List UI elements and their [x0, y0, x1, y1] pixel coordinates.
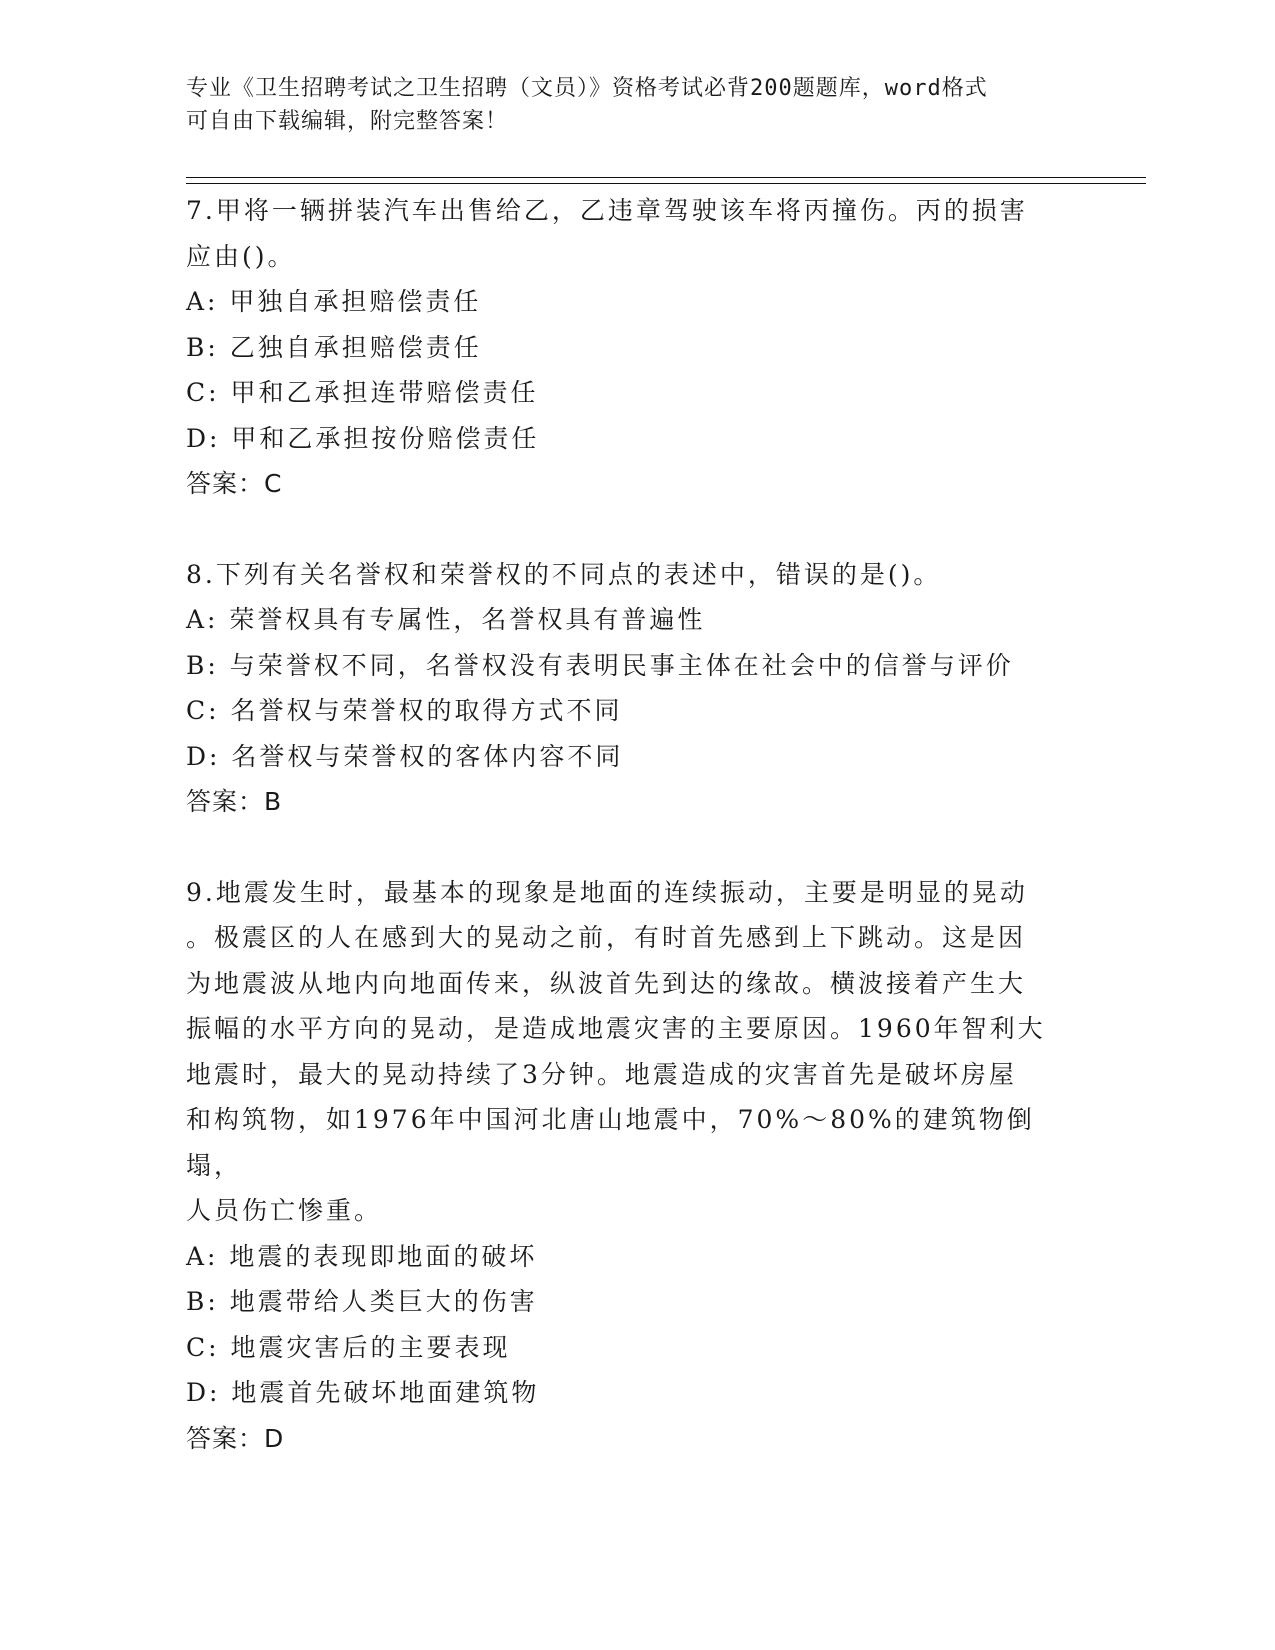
- question-stem-line: 地震时，最大的晃动持续了3分钟。地震造成的灾害首先是破坏房屋: [186, 1059, 1017, 1089]
- question-spacer: [186, 825, 1076, 870]
- option-c: C: 名誉权与荣誉权的取得方式不同: [186, 696, 623, 725]
- header-divider-bottom: [186, 183, 1146, 184]
- option-d: D: 名誉权与荣誉权的客体内容不同: [186, 741, 624, 771]
- answer-line: 答案：B: [186, 787, 283, 816]
- question-stem-line: 应由()。: [186, 241, 296, 271]
- document-header: [186, 72, 1066, 138]
- answer-line: 答案：C: [186, 469, 283, 498]
- option-c: C: 甲和乙承担连带赔偿责任: [186, 378, 539, 407]
- question-stem-line: 9.地震发生时，最基本的现象是地面的连续振动，主要是明显的晃动: [186, 877, 1028, 907]
- question-8: [186, 552, 1076, 825]
- option-d: D: 地震首先破坏地面建筑物: [186, 1378, 540, 1407]
- answer-line: 答案：D: [186, 1423, 285, 1453]
- question-9: [186, 870, 1076, 1462]
- question-stem-line: 7.甲将一辆拼装汽车出售给乙，乙违章驾驶该车将丙撞伤。丙的损害: [186, 196, 1028, 225]
- question-stem-line: 振幅的水平方向的晃动，是造成地震灾害的主要原因。1960年智利大: [186, 1014, 1046, 1043]
- option-d: D: 甲和乙承担按份赔偿责任: [186, 423, 540, 453]
- option-c: C: 地震灾害后的主要表现: [186, 1332, 511, 1362]
- question-stem-line: 为地震波从地内向地面传来，纵波首先到达的缘故。横波接着产生大: [186, 968, 1027, 998]
- question-7: [186, 188, 1076, 507]
- option-b: B: 乙独自承担赔偿责任: [186, 332, 482, 362]
- question-stem-line: 人员伤亡惨重。: [186, 1196, 383, 1225]
- question-stem-line: 。极震区的人在感到大的晃动之前，有时首先感到上下跳动。这是因: [186, 923, 1027, 952]
- option-a: A: 地震的表现即地面的破坏: [186, 1241, 538, 1271]
- option-b: B: 地震带给人类巨大的伤害: [186, 1287, 538, 1316]
- question-stem-line: 8.下列有关名誉权和荣誉权的不同点的表述中，错误的是()。: [186, 559, 942, 589]
- question-stem-line: 和构筑物，如1976年中国河北唐山地震中，70%～80%的建筑物倒塌，: [186, 1105, 1035, 1180]
- question-list: [186, 188, 1076, 1461]
- option-a: A: 荣誉权具有专属性，名誉权具有普遍性: [186, 605, 706, 634]
- option-b: B: 与荣誉权不同，名誉权没有表明民事主体在社会中的信誉与评价: [186, 650, 1014, 680]
- header-title-line-1: 专业《卫生招聘考试之卫生招聘（文员）》资格考试必背200题题库，word格式: [186, 76, 988, 101]
- option-a: A: 甲独自承担赔偿责任: [186, 287, 482, 316]
- header-title-line-2: 可自由下载编辑，附完整答案！: [186, 109, 509, 134]
- question-spacer: [186, 507, 1076, 552]
- header-divider-top: [186, 177, 1146, 178]
